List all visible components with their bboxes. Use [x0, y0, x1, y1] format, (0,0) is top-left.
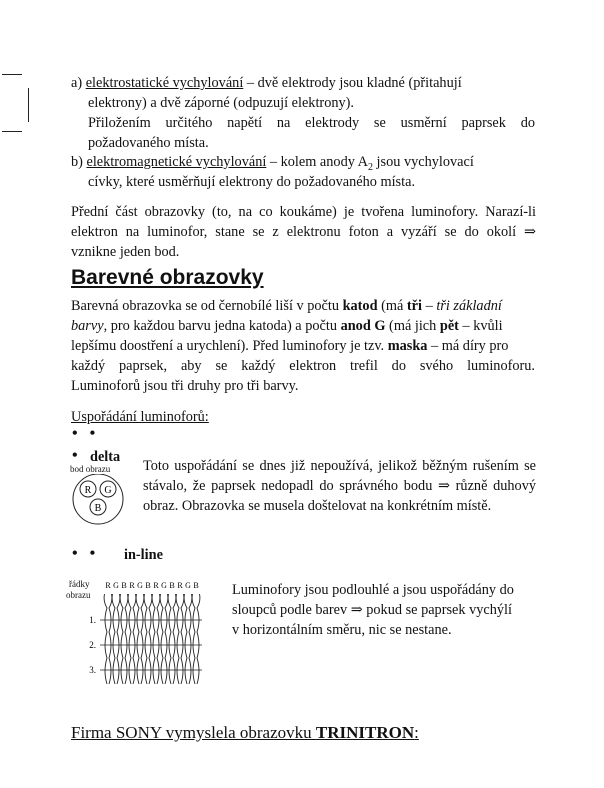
inline-stripe-edge: [165, 594, 168, 684]
inline-stripe-edge: [128, 594, 131, 684]
inline-stripe-edge: [173, 594, 176, 684]
sony-line: Firma SONY vymyslela obrazovku TRINITRON:: [71, 723, 419, 742]
inline-stripe-edge: [152, 594, 155, 684]
margin-mark-vertical: [28, 88, 29, 122]
margin-mark-bottom: [2, 131, 22, 132]
inline-stripe-edge: [104, 594, 107, 684]
inline-stripe-edge: [160, 594, 163, 684]
inline-text-line2: sloupců podle barev ⇒ pokud se paprsek vychýlí: [232, 602, 512, 618]
color-paragraph-line5: Luminoforů jsou tři druhy pro tři barvy.: [71, 378, 299, 394]
front-paragraph-line2: elektron na luminofor, stane se z elektronu foton a vyzáří se do okolí ⇒: [71, 224, 536, 240]
inline-stripe-edge: [149, 594, 152, 684]
delta-b-label: B: [94, 503, 102, 514]
front-paragraph-line3: vznikne jeden bod.: [71, 244, 180, 260]
delta-bullet: •: [72, 447, 78, 464]
delta-diagram-title: bod obrazu: [70, 464, 111, 474]
inline-stripe-edge: [133, 594, 136, 684]
inline-row-number: 3.: [89, 665, 96, 675]
inline-color-letter: R: [153, 581, 159, 590]
list-item-b-line2: cívky, které usměrňují elektrony do požadovaného místa.: [88, 174, 416, 190]
inline-stripe-edge: [197, 594, 200, 684]
inline-label: in-line: [124, 547, 163, 563]
inline-color-letter: B: [193, 581, 199, 590]
delta-text: Toto uspořádání se dnes již nepoužívá, jelikož běžným rušením se stávalo, že paprsek nedopadl do správného bodu ⇒ různě duhový obraz. Obrazovka se musela doštelovat na konkrétním místě.: [143, 458, 536, 514]
list-item-a-line2: elektrony) a dvě záporné (odpuzují elektrony).: [88, 95, 354, 111]
inline-color-letter: G: [185, 581, 191, 590]
inline-stripe-edge: [112, 594, 115, 684]
inline-stripe-edge: [136, 594, 139, 684]
inline-stripe-edge: [120, 594, 123, 684]
inline-stripe-edge: [184, 594, 187, 684]
inline-rows-label-1: řádky: [69, 579, 90, 589]
inline-stripe-edge: [157, 594, 160, 684]
inline-color-letter: R: [129, 581, 135, 590]
inline-text-line1: Luminofory jsou podlouhlé a jsou uspořádány do: [232, 582, 514, 598]
color-paragraph-line2: barvy, pro každou barvu jedna katoda) a počtu anod G (má jich pět – kvůli: [71, 318, 503, 334]
delta-r-label: R: [84, 485, 92, 496]
front-paragraph-line1: Přední část obrazovky (to, na co koukáme) je tvořena luminofory. Narazí-li: [71, 204, 536, 220]
term-elektrostaticke: elektrostatické vychylování: [85, 75, 244, 91]
delta-diagram: [68, 474, 138, 534]
inline-text-line3: v horizontálním směru, nic se nestane.: [232, 622, 452, 638]
list-item-a-line4: požadovaného místa.: [88, 135, 209, 151]
inline-row-number: 2.: [89, 640, 96, 650]
inline-stripe-edge: [109, 594, 112, 684]
list-item-b-line1: b) elektromagnetické vychylování – kolem anody $A_2$ jsou vychylovací: [71, 154, 474, 173]
inline-color-letter: G: [161, 581, 167, 590]
inline-color-letter: B: [169, 581, 175, 590]
inline-stripe-edge: [144, 594, 147, 684]
inline-color-letter: B: [145, 581, 151, 590]
inline-color-letter: R: [177, 581, 183, 590]
delta-g-label: G: [104, 485, 112, 496]
list-item-a-line3: Přiložením určitého napětí na elektrody se usměrní paprsek do: [88, 115, 535, 131]
color-paragraph-line1: Barevná obrazovka se od černobílé liší v počtu katod (má tři – tři základní: [71, 298, 502, 314]
inline-stripe-edge: [168, 594, 171, 684]
inline-bullets: • •: [72, 545, 96, 562]
inline-color-letter: G: [113, 581, 119, 590]
inline-stripe-edge: [125, 594, 128, 684]
bullet-pair: • •: [72, 425, 96, 442]
inline-color-letter: R: [105, 581, 111, 590]
inline-row-number: 1.: [89, 615, 96, 625]
color-paragraph-line4: každý paprsek, aby se každý elektron trefil do svého luminoforu.: [71, 358, 535, 374]
inline-stripe-edge: [141, 594, 144, 684]
inline-color-letter: G: [137, 581, 143, 590]
inline-rows-label-2: obrazu: [66, 590, 91, 600]
inline-stripe-edge: [181, 594, 184, 684]
section-heading: Barevné obrazovky: [71, 266, 264, 289]
inline-color-letter: B: [121, 581, 127, 590]
inline-stripe-edge: [117, 594, 120, 684]
list-item-a-line1: a) elektrostatické vychylování – dvě elektrody jsou kladné (přitahují: [71, 75, 462, 91]
inline-stripe-edge: [192, 594, 195, 684]
term-elektromagneticke: elektromagnetické vychylování: [86, 154, 267, 170]
inline-stripe-edge: [176, 594, 179, 684]
inline-diagram: [66, 578, 206, 693]
margin-mark-top: [2, 74, 22, 75]
inline-stripe-edge: [189, 594, 192, 684]
delta-label: delta: [90, 449, 121, 465]
color-paragraph-line3: lepšímu doostření a urychlení). Před luminofory je tzv. maska – má díry pro: [71, 338, 509, 354]
arrangement-heading: Uspořádání luminoforů:: [71, 409, 209, 425]
